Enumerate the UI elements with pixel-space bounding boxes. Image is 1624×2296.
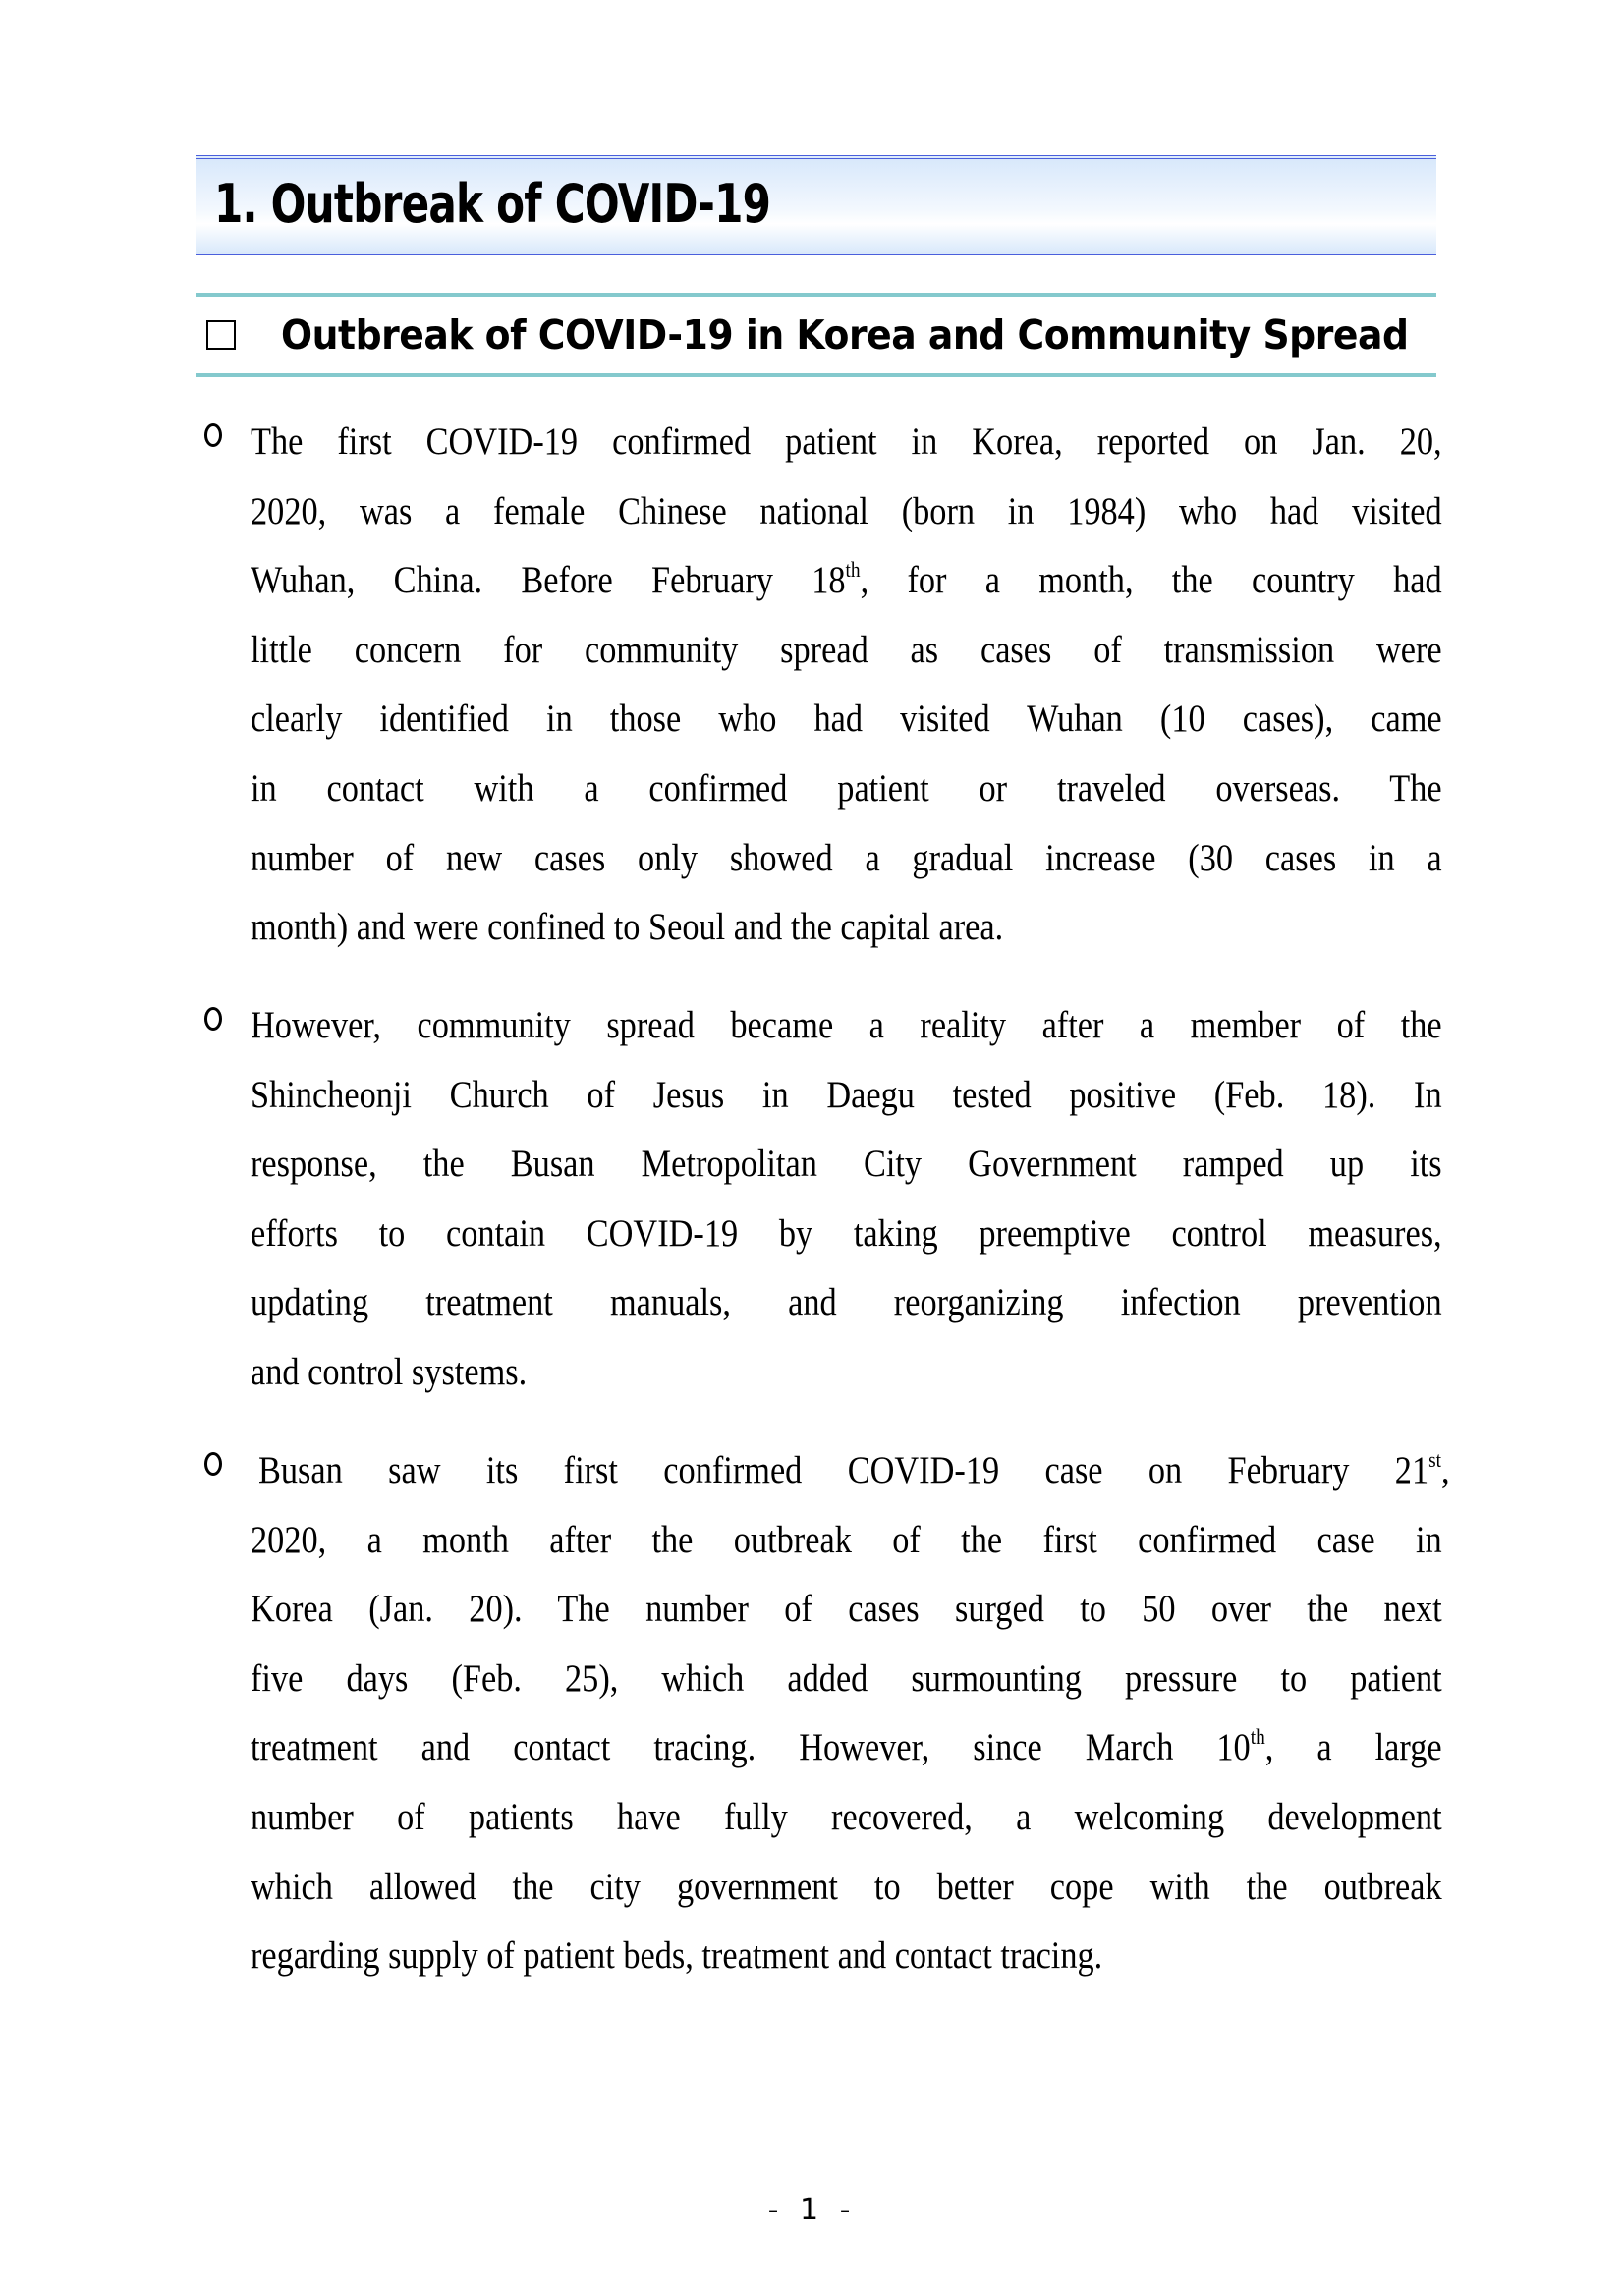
text-line: Shincheonji Church of Jesus in Daegu tested positive (Feb. 18). In [251,1073,1442,1116]
text-line: number of patients have fully recovered, a welcoming development [251,1795,1442,1838]
text-line: Korea (Jan. 20). The number of cases surged to 50 over the next [251,1588,1442,1631]
subheading-bottom-rule [196,373,1436,377]
text-line [258,1436,1450,1506]
paragraph-lines [251,1436,1450,1991]
text-line [251,1713,1442,1783]
text-line: response, the Busan Metropolitan City Government ramped up its [251,1143,1442,1186]
text-span: , a large [1264,1726,1442,1769]
page-number: - 1 - [767,2193,857,2227]
text-line: 2020, a month after the outbreak of the first confirmed case in [251,1518,1442,1561]
text-line: efforts to contain COVID-19 by taking preemptive control measures, [251,1211,1442,1255]
circle-bullet-icon [204,423,222,447]
paragraph-lines [251,991,1442,1408]
circle-bullet-icon [204,1007,222,1031]
text-line: updating treatment manuals, and reorganizing infection prevention [251,1281,1442,1324]
text-line: regarding supply of patient beds, treatment and contact tracing. [251,1934,1103,1978]
text-line: five days (Feb. 25), which added surmounting pressure to patient [251,1656,1442,1700]
text-line: in contact with a confirmed patient or traveled overseas. The [251,766,1442,810]
ordinal-suffix: th [1250,1724,1265,1750]
text-line: The first COVID-19 confirmed patient in Korea, reported on Jan. 20, [251,420,1442,463]
text-line: month) and were confined to Seoul and the capital area. [251,906,1004,949]
text-span: Busan saw its first confirmed COVID-19 case on February 21 [258,1449,1429,1491]
text-span: , [1441,1449,1450,1491]
ordinal-suffix: st [1428,1447,1442,1472]
ordinal-suffix: th [845,557,861,583]
text-line: 2020, was a female Chinese national (born in 1984) who had visited [251,489,1442,532]
text-line: little concern for community spread as cases of transmission were [251,628,1442,671]
paragraph-lines [251,408,1442,963]
section-title: 1. Outbreak of COVID-19 [214,173,771,235]
text-line: number of new cases only showed a gradual increase (30 cases in a [251,836,1442,879]
subheading-top-rule [196,293,1436,297]
text-line: clearly identified in those who had visited Wuhan (10 cases), came [251,698,1442,741]
section-heading [196,155,1436,255]
circle-bullet-icon [204,1452,222,1476]
text-line: and control systems. [251,1350,528,1393]
text-line: However, community spread became a reality after a member of the [251,1004,1442,1046]
text-span: treatment and contact tracing. However, since March 10 [251,1726,1251,1769]
square-bullet-icon [206,320,236,350]
subheading-title: Outbreak of COVID-19 in Korea and Community Spread [281,311,1409,359]
text-line: which allowed the city government to better cope with the outbreak [251,1865,1442,1908]
text-line [251,546,1442,616]
text-span: , for a month, the country had [860,559,1442,602]
text-span: Wuhan, China. Before February 18 [251,559,846,602]
subheading [206,310,1506,360]
